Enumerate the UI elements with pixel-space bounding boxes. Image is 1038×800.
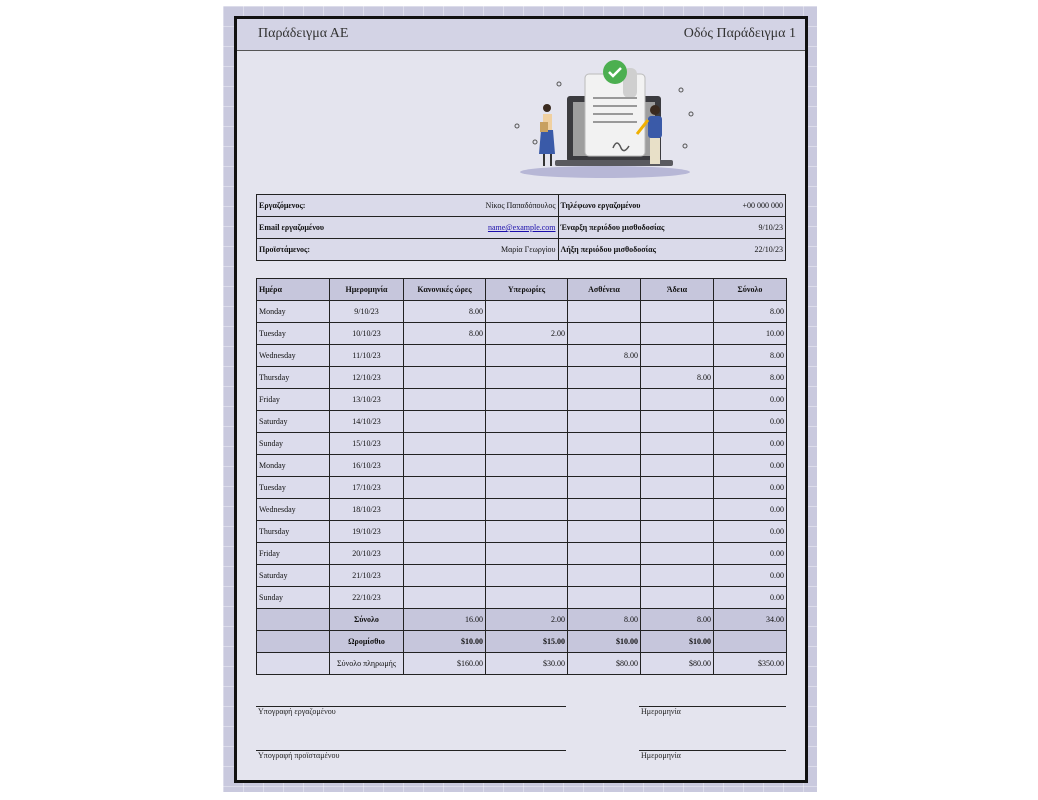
date-cell: 22/10/23 bbox=[330, 587, 404, 609]
table-cell: 16.00 bbox=[404, 609, 486, 631]
date-cell: 17/10/23 bbox=[330, 477, 404, 499]
date-label-1: Ημερομηνία bbox=[641, 707, 681, 716]
date-cell: 15/10/23 bbox=[330, 433, 404, 455]
hours-cell bbox=[486, 477, 568, 499]
hours-cell bbox=[568, 411, 641, 433]
period-start-label: Έναρξη περιόδου μισθοδοσίας bbox=[560, 223, 665, 232]
table-cell: 2.00 bbox=[486, 609, 568, 631]
hours-cell: 2.00 bbox=[486, 323, 568, 345]
day-cell: Saturday bbox=[257, 411, 330, 433]
hours-cell bbox=[641, 587, 714, 609]
manager-signature-label: Υπογραφή προϊσταμένου bbox=[258, 751, 340, 760]
day-cell: Sunday bbox=[257, 433, 330, 455]
hours-cell bbox=[404, 587, 486, 609]
hours-cell bbox=[486, 455, 568, 477]
table-row bbox=[257, 323, 787, 345]
date-cell: 12/10/23 bbox=[330, 367, 404, 389]
hours-cell: 0.00 bbox=[714, 455, 787, 477]
rate-label: Ωρομίσθιο bbox=[330, 631, 404, 653]
hours-cell: 0.00 bbox=[714, 411, 787, 433]
hours-cell bbox=[486, 543, 568, 565]
hours-cell bbox=[568, 543, 641, 565]
hours-cell bbox=[568, 477, 641, 499]
date-cell: 10/10/23 bbox=[330, 323, 404, 345]
hours-cell bbox=[568, 367, 641, 389]
table-cell: $10.00 bbox=[404, 631, 486, 653]
table-row bbox=[257, 587, 787, 609]
table-cell: $80.00 bbox=[641, 653, 714, 675]
hours-cell: 8.00 bbox=[641, 367, 714, 389]
hours-cell bbox=[486, 499, 568, 521]
table-cell: 8.00 bbox=[568, 609, 641, 631]
table-row bbox=[257, 499, 787, 521]
hours-cell: 8.00 bbox=[568, 345, 641, 367]
table-cell: $80.00 bbox=[568, 653, 641, 675]
hours-cell: 8.00 bbox=[714, 367, 787, 389]
hours-cell bbox=[486, 411, 568, 433]
table-row bbox=[257, 389, 787, 411]
col-header: Ημερομηνία bbox=[330, 279, 404, 301]
employee-label: Εργαζόμενος: bbox=[259, 201, 306, 210]
hours-cell bbox=[486, 433, 568, 455]
hours-cell: 0.00 bbox=[714, 499, 787, 521]
hours-cell bbox=[641, 345, 714, 367]
hours-cell: 8.00 bbox=[404, 301, 486, 323]
table-row bbox=[257, 521, 787, 543]
day-cell: Monday bbox=[257, 455, 330, 477]
hours-cell bbox=[641, 389, 714, 411]
employee-info-table bbox=[256, 194, 786, 261]
hours-cell bbox=[641, 301, 714, 323]
contract-signing-illustration bbox=[505, 54, 705, 182]
hours-cell bbox=[404, 455, 486, 477]
date-cell: 11/10/23 bbox=[330, 345, 404, 367]
date-cell: 19/10/23 bbox=[330, 521, 404, 543]
day-cell: Tuesday bbox=[257, 477, 330, 499]
hours-cell: 10.00 bbox=[714, 323, 787, 345]
hours-cell bbox=[568, 323, 641, 345]
hours-cell: 0.00 bbox=[714, 389, 787, 411]
timesheet-table bbox=[256, 278, 787, 675]
day-cell: Wednesday bbox=[257, 499, 330, 521]
hours-cell bbox=[404, 565, 486, 587]
hours-cell bbox=[404, 345, 486, 367]
period-end-label: Λήξη περιόδου μισθοδοσίας bbox=[560, 245, 656, 254]
hours-cell bbox=[641, 565, 714, 587]
table-cell: $10.00 bbox=[641, 631, 714, 653]
date-cell: 14/10/23 bbox=[330, 411, 404, 433]
table-row bbox=[257, 433, 787, 455]
hours-cell bbox=[486, 389, 568, 411]
email-link[interactable]: name@example.com bbox=[487, 223, 556, 232]
table-row bbox=[257, 477, 787, 499]
hours-cell: 8.00 bbox=[714, 301, 787, 323]
timesheet-header-row bbox=[257, 279, 787, 301]
hours-cell bbox=[568, 587, 641, 609]
phone-value: +00 000 000 bbox=[742, 201, 783, 210]
hours-cell bbox=[404, 367, 486, 389]
hours-cell bbox=[404, 411, 486, 433]
col-header: Ασθένεια bbox=[568, 279, 641, 301]
hours-cell bbox=[641, 411, 714, 433]
table-cell: 8.00 bbox=[641, 609, 714, 631]
hours-cell: 0.00 bbox=[714, 477, 787, 499]
col-header: Σύνολο bbox=[714, 279, 787, 301]
hours-cell bbox=[568, 301, 641, 323]
employee-name: Νίκος Παπαδόπουλος bbox=[485, 201, 556, 210]
day-cell: Thursday bbox=[257, 521, 330, 543]
table-cell: $160.00 bbox=[404, 653, 486, 675]
hours-cell: 0.00 bbox=[714, 543, 787, 565]
table-row bbox=[257, 455, 787, 477]
hours-cell bbox=[404, 477, 486, 499]
hours-cell bbox=[404, 521, 486, 543]
date-cell: 18/10/23 bbox=[330, 499, 404, 521]
hours-cell bbox=[486, 587, 568, 609]
table-cell: $350.00 bbox=[714, 653, 787, 675]
hours-cell: 0.00 bbox=[714, 587, 787, 609]
timesheet-document bbox=[234, 16, 808, 783]
pay-label: Σύνολο πληρωμής bbox=[330, 653, 404, 675]
hours-cell bbox=[404, 543, 486, 565]
day-cell: Friday bbox=[257, 389, 330, 411]
col-header: Κανονικές ώρες bbox=[404, 279, 486, 301]
document-header bbox=[237, 19, 805, 51]
employee-signature-label: Υπογραφή εργαζομένου bbox=[258, 707, 336, 716]
table-row bbox=[257, 565, 787, 587]
rate-row bbox=[257, 631, 787, 653]
total-label: Σύνολο bbox=[330, 609, 404, 631]
day-cell: Monday bbox=[257, 301, 330, 323]
company-name: Παράδειγμα ΑΕ bbox=[258, 26, 349, 41]
hours-cell: 0.00 bbox=[714, 521, 787, 543]
col-header: Ημέρα bbox=[257, 279, 330, 301]
table-row bbox=[257, 367, 787, 389]
hours-cell bbox=[486, 301, 568, 323]
manager-label: Προϊστάμενος: bbox=[259, 245, 311, 254]
hours-cell bbox=[404, 499, 486, 521]
table-row bbox=[257, 301, 787, 323]
hours-cell bbox=[568, 389, 641, 411]
table-cell: $10.00 bbox=[568, 631, 641, 653]
date-cell: 21/10/23 bbox=[330, 565, 404, 587]
col-header: Υπερωρίες bbox=[486, 279, 568, 301]
hours-cell bbox=[486, 345, 568, 367]
table-cell: $30.00 bbox=[486, 653, 568, 675]
col-header: Άδεια bbox=[641, 279, 714, 301]
total-row bbox=[257, 609, 787, 631]
hours-cell bbox=[641, 477, 714, 499]
table-row bbox=[257, 411, 787, 433]
day-cell: Friday bbox=[257, 543, 330, 565]
date-cell: 20/10/23 bbox=[330, 543, 404, 565]
hours-cell bbox=[641, 455, 714, 477]
hours-cell bbox=[641, 433, 714, 455]
period-start-value: 9/10/23 bbox=[758, 223, 783, 232]
hours-cell bbox=[486, 367, 568, 389]
day-cell: Sunday bbox=[257, 587, 330, 609]
hours-cell bbox=[568, 433, 641, 455]
manager-name: Μαρία Γεωργίου bbox=[500, 245, 556, 254]
day-cell: Saturday bbox=[257, 565, 330, 587]
hours-cell bbox=[568, 521, 641, 543]
hours-cell bbox=[486, 521, 568, 543]
period-end-value: 22/10/23 bbox=[754, 245, 783, 254]
date-label-2: Ημερομηνία bbox=[641, 751, 681, 760]
date-cell: 9/10/23 bbox=[330, 301, 404, 323]
table-cell: $15.00 bbox=[486, 631, 568, 653]
hours-cell: 8.00 bbox=[404, 323, 486, 345]
hours-cell: 0.00 bbox=[714, 565, 787, 587]
pay-row bbox=[257, 653, 787, 675]
company-address: Οδός Παράδειγμα 1 bbox=[683, 26, 796, 41]
phone-label: Τηλέφωνο εργαζομένου bbox=[560, 201, 641, 210]
hours-cell bbox=[404, 433, 486, 455]
date-cell: 16/10/23 bbox=[330, 455, 404, 477]
email-label: Email εργαζομένου bbox=[259, 223, 325, 232]
hours-cell bbox=[486, 565, 568, 587]
table-row bbox=[257, 345, 787, 367]
hours-cell: 8.00 bbox=[714, 345, 787, 367]
hours-cell bbox=[641, 499, 714, 521]
hours-cell bbox=[568, 455, 641, 477]
hours-cell bbox=[641, 543, 714, 565]
hours-cell bbox=[568, 565, 641, 587]
table-row bbox=[257, 543, 787, 565]
hours-cell bbox=[404, 389, 486, 411]
day-cell: Tuesday bbox=[257, 323, 330, 345]
hours-cell: 0.00 bbox=[714, 433, 787, 455]
table-cell: 34.00 bbox=[714, 609, 787, 631]
day-cell: Wednesday bbox=[257, 345, 330, 367]
hours-cell bbox=[568, 499, 641, 521]
hours-cell bbox=[641, 323, 714, 345]
day-cell: Thursday bbox=[257, 367, 330, 389]
hours-cell bbox=[641, 521, 714, 543]
date-cell: 13/10/23 bbox=[330, 389, 404, 411]
table-cell bbox=[714, 631, 787, 653]
